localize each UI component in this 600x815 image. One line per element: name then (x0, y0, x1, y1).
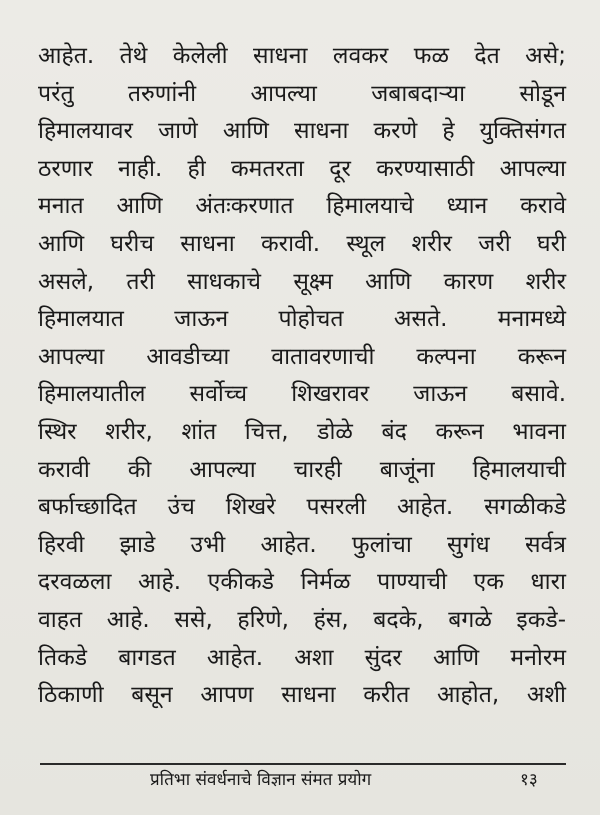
text-line: तिकडे बागडत आहेत. अशा सुंदर आणि मनोरम (38, 644, 566, 671)
text-line: मनात आणि अंतःकरणात हिमालयाचे ध्यान करावे (38, 193, 566, 220)
text-line: हिमालयातील सर्वोच्च शिखरावर जाऊन बसावे. (38, 381, 566, 408)
text-line: आणि घरीच साधना करावी. स्थूल शरीर जरी घरी (38, 230, 566, 257)
text-line: हिमालयात जाऊन पोहोचत असते. मनामध्ये (38, 306, 566, 333)
text-line: परंतु तरुणांनी आपल्या जबाबदाऱ्या सोडून (38, 80, 566, 107)
footer-rule (40, 763, 566, 765)
page-number: १३ (520, 770, 538, 790)
text-line: ठरणार नाही. ही कमतरता दूर करण्यासाठी आपल्या (38, 155, 566, 182)
text-line: आपल्या आवडीच्या वातावरणाची कल्पना करून (38, 343, 566, 370)
text-line: हिरवी झाडे उभी आहेत. फुलांचा सुगंध सर्वत्र (38, 531, 566, 558)
text-line: करावी की आपल्या चारही बाजूंना हिमालयाची (38, 456, 566, 483)
text-line: वाहत आहे. ससे, हरिणे, हंस, बदके, बगळे इकडे- (38, 606, 566, 633)
text-line: दरवळला आहे. एकीकडे निर्मळ पाण्याची एक धारा (38, 569, 566, 596)
body-text (38, 38, 566, 715)
text-line: असले, तरी साधकाचे सूक्ष्म आणि कारण शरीर (38, 268, 566, 295)
text-line: आहेत. तेथे केलेली साधना लवकर फळ देत असे; (38, 43, 566, 69)
text-line: बर्फाच्छादित उंच शिखरे पसरली आहेत. सगळीकडे (38, 494, 566, 521)
running-footer-title: प्रतिभा संवर्धनाचे विज्ञान संमत प्रयोग (150, 770, 372, 790)
text-line: ठिकाणी बसून आपण साधना करीत आहोत, अशी (38, 682, 566, 709)
text-line: हिमालयावर जाणे आणि साधना करणे हे युक्तिसंगत (38, 118, 566, 145)
text-line: स्थिर शरीर, शांत चित्त, डोळे बंद करून भावना (38, 418, 566, 445)
